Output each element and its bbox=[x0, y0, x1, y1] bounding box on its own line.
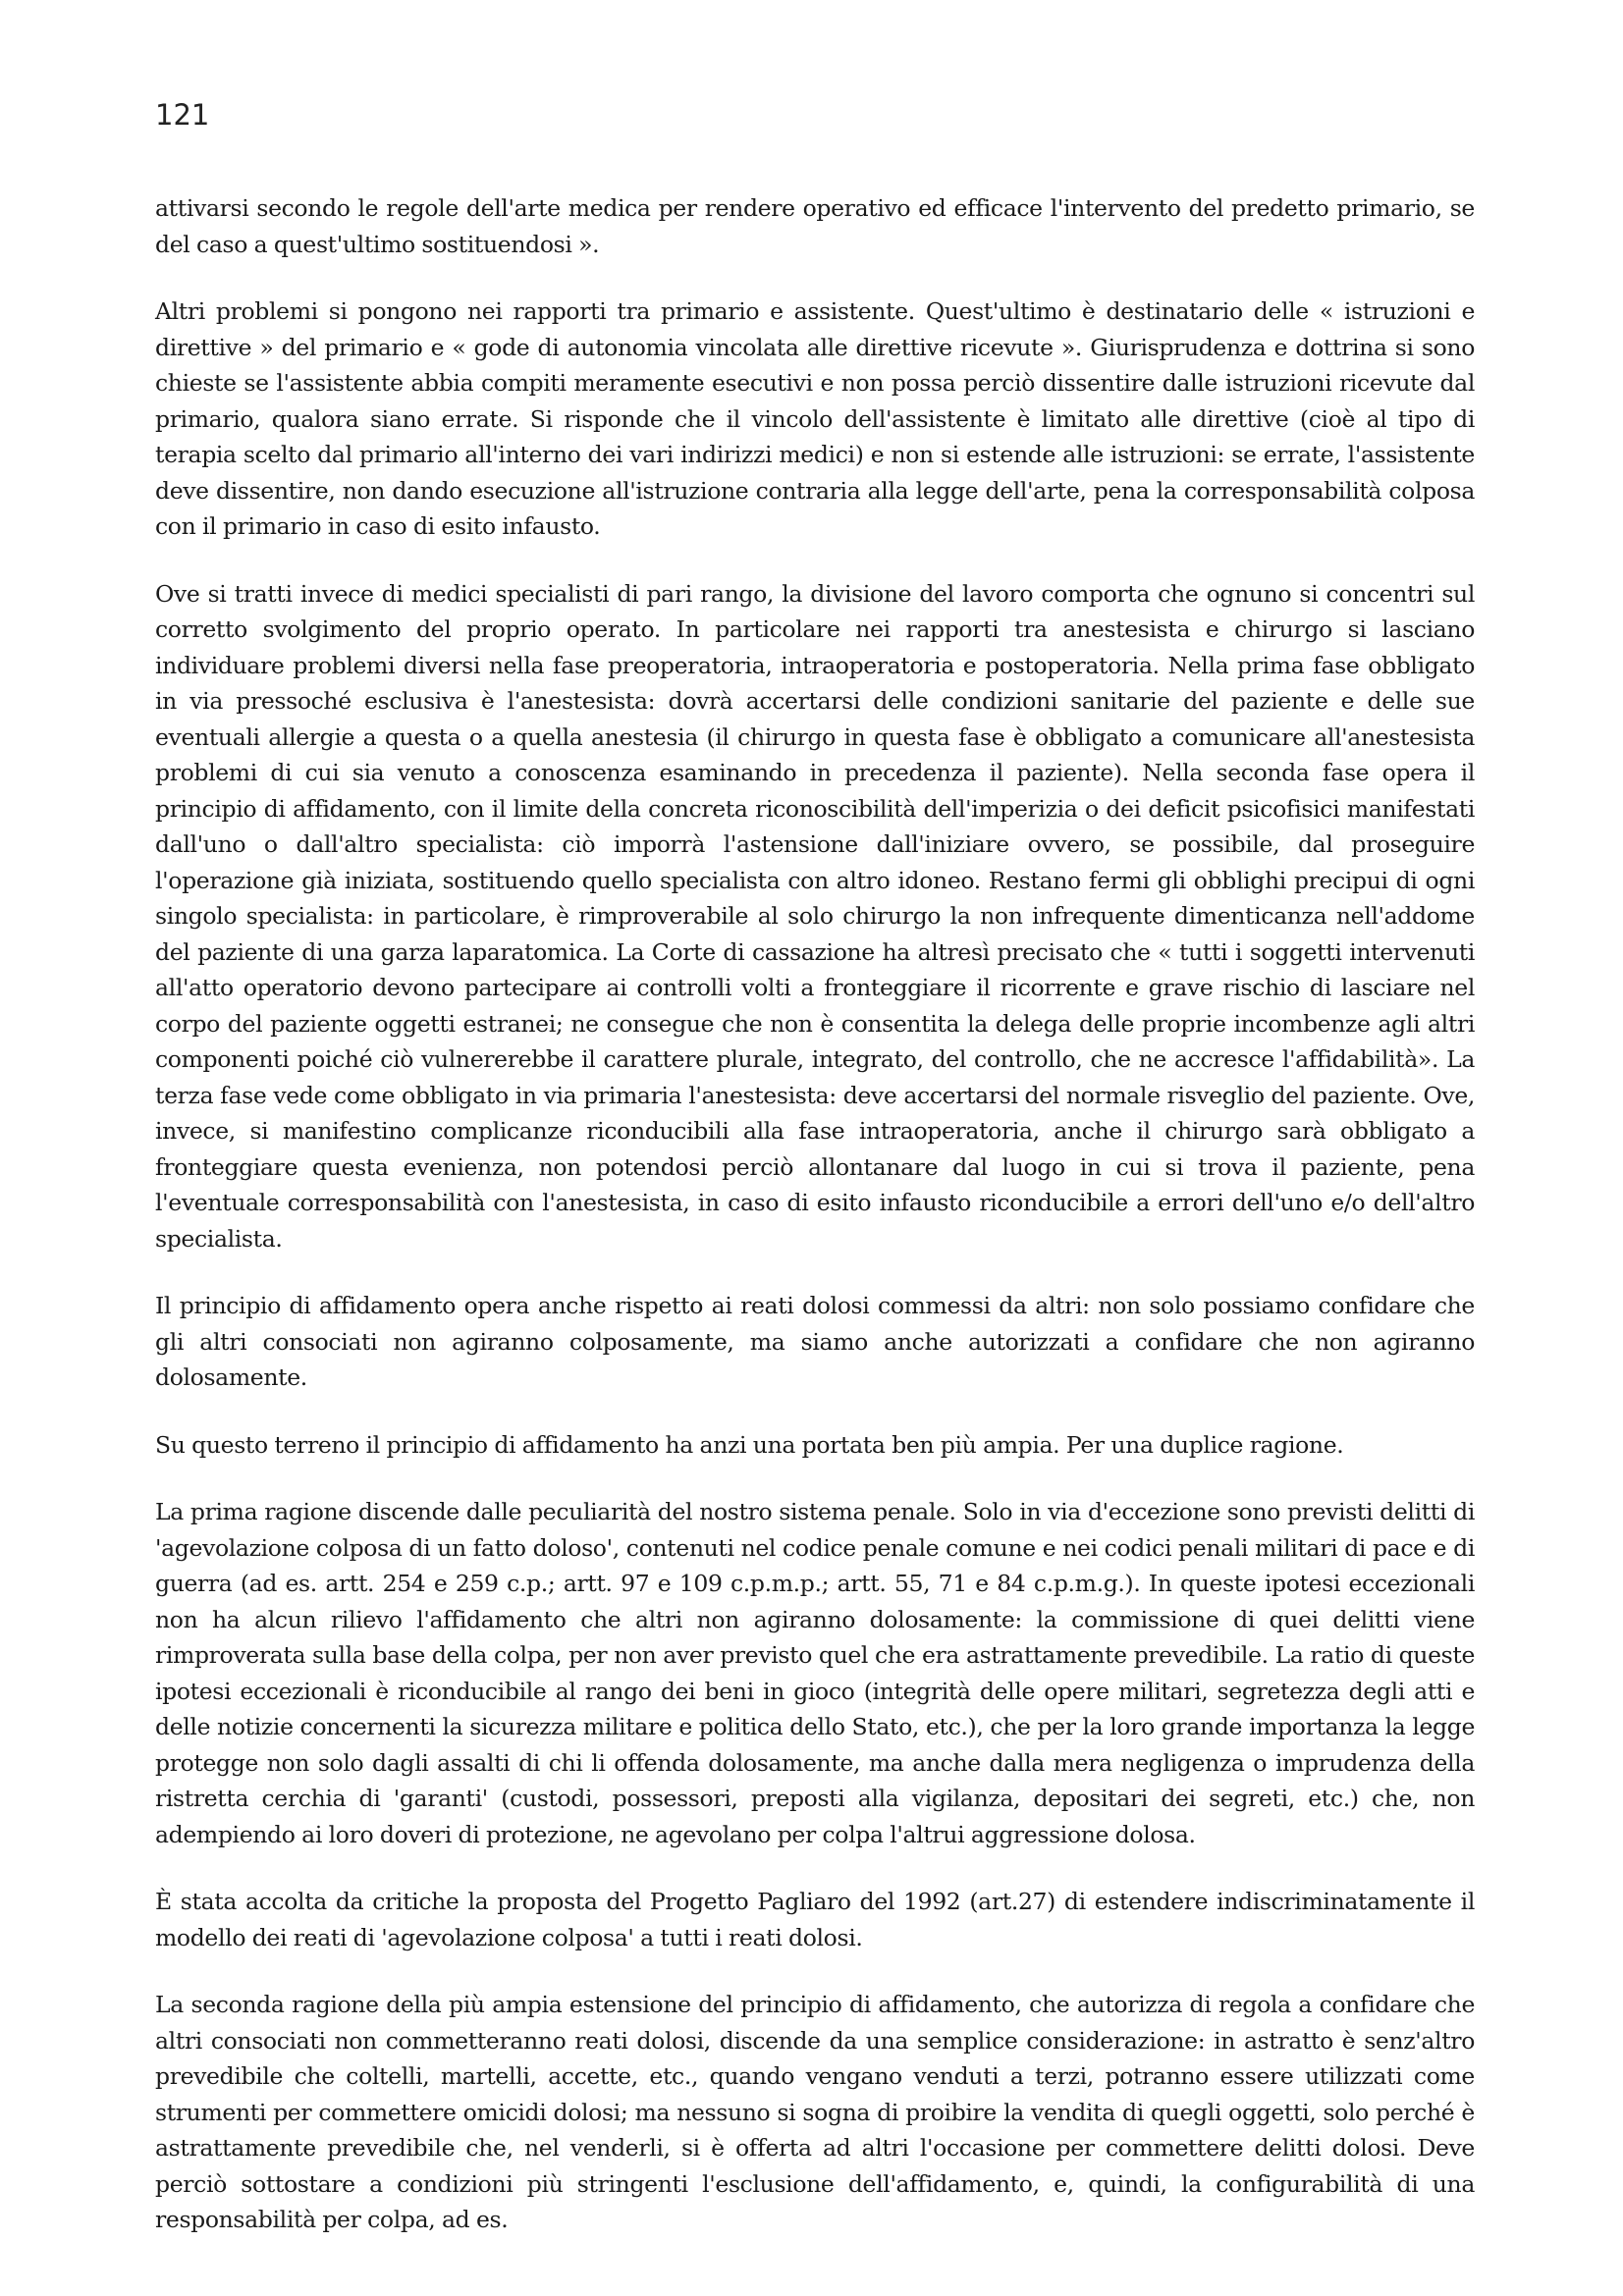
paragraph-7: È stata accolta da critiche la proposta del Progetto Pagliaro del 1992 (art.27) di estendere indiscriminatamente il modello dei reati di 'agevolazione colposa' a tutti i reati dolosi. bbox=[155, 1888, 1475, 1951]
page-body bbox=[155, 190, 1475, 2269]
paragraph-1: attivarsi secondo le regole dell'arte medica per rendere operativo ed efficace l'intervento del predetto primario, se del caso a quest'ultimo sostituendosi ». bbox=[155, 194, 1475, 258]
paragraph-4: Il principio di affidamento opera anche rispetto ai reati dolosi commessi da altri: non solo possiamo confidare che gli altri consociati non agiranno colposamente, ma siamo anche autorizzati a confidare che non agiranno dolosamente. bbox=[155, 1292, 1475, 1391]
paragraph-6: La prima ragione discende dalle peculiarità del nostro sistema penale. Solo in via d'eccezione sono previsti delitti di 'agevolazione colposa di un fatto doloso', contenuti nel codice penale comune e nei codici penali militari di pace e di guerra (ad es. artt. 254 e 259 c.p.; artt. 97 e 109 c.p.m.p.; artt. 55, 71 e 84 c.p.m.g.). In queste ipotesi eccezionali non ha alcun rilievo l'affidamento che altri non agiranno dolosamente: la commissione di quei delitti viene rimproverata sulla base della colpa, per non aver previsto quel che era astrattamente prevedibile. La ratio di queste ipotesi eccezionali è riconducibile al rango dei beni in gioco (integrità delle opere militari, segretezza degli atti e delle notizie concernenti la sicurezza militare e politica dello Stato, etc.), che per la loro grande importanza la legge protegge non solo dagli assalti di chi li offenda dolosamente, ma anche dalla mera negligenza o imprudenza della ristretta cerchia di 'garanti' (custodi, possessori, preposti alla vigilanza, depositari dei segreti, etc.) che, non adempiendo ai loro doveri di protezione, ne agevolano per colpa l'altrui aggressione dolosa. bbox=[155, 1498, 1475, 1848]
page-number: 121 bbox=[155, 98, 210, 132]
paragraph-8: La seconda ragione della più ampia estensione del principio di affidamento, che autorizza di regola a confidare che altri consociati non commetteranno reati dolosi, discende da una semplice considerazione: in astratto è senz'altro prevedibile che coltelli, martelli, accette, etc., quando vengano venduti a terzi, potranno essere utilizzati come strumenti per commettere omicidi dolosi; ma nessuno si sogna di proibire la vendita di quegli oggetti, solo perché è astrattamente prevedibile che, nel venderli, si è offerta ad altri l'occasione per commettere delitti dolosi. Deve perciò sottostare a condizioni più stringenti l'esclusione dell'affidamento, e, quindi, la configurabilità di una responsabilità per colpa, ad es. bbox=[155, 1991, 1475, 2233]
paragraph-5: Su questo terreno il principio di affidamento ha anzi una portata ben più ampia. Per una duplice ragione. bbox=[155, 1430, 1344, 1459]
paragraph-2: Altri problemi si pongono nei rapporti tra primario e assistente. Quest'ultimo è destinatario delle « istruzioni e direttive » del primario e « gode di autonomia vincolata alle direttive ricevute ». Giurisprudenza e dottrina si sono chieste se l'assistente abbia compiti meramente esecutivi e non possa perciò dissentire dalle istruzioni ricevute dal primario, qualora siano errate. Si risponde che il vincolo dell'assistente è limitato alle direttive (cioè al tipo di terapia scelto dal primario all'interno dei vari indirizzi medici) e non si estende alle istruzioni: se errate, l'assistente deve dissentire, non dando esecuzione all'istruzione contraria alla legge dell'arte, pena la corresponsabilità colposa con il primario in caso di esito infausto. bbox=[155, 297, 1475, 540]
paragraph-3: Ove si tratti invece di medici specialisti di pari rango, la divisione del lavoro comporta che ognuno si concentri sul corretto svolgimento del proprio operato. In particolare nei rapporti tra anestesista e chirurgo si lasciano individuare problemi diversi nella fase preoperatoria, intraoperatoria e postoperatoria. Nella prima fase obbligato in via pressoché esclusiva è l'anestesista: dovrà accertarsi delle condizioni sanitarie del paziente e delle sue eventuali allergie a questa o a quella anestesia (il chirurgo in questa fase è obbligato a comunicare all'anestesista problemi di cui sia venuto a conoscenza esaminando in precedenza il paziente). Nella seconda fase opera il principio di affidamento, con il limite della concreta riconoscibilità dell'imperizia o dei deficit psicofisici manifestati dall'uno o dall'altro specialista: ciò imporrà l'astensione dall'iniziare ovvero, se possibile, dal proseguire l'operazione già iniziata, sostituendo quello specialista con altro idoneo. Restano fermi gli obblighi precipui di ogni singolo specialista: in particolare, è rimproverabile al solo chirurgo la non infrequente dimenticanza nell'addome del paziente di una garza laparatomica. La Corte di cassazione ha altresì precisato che « tutti i soggetti intervenuti all'atto operatorio devono partecipare ai controlli volti a fronteggiare il ricorrente e grave rischio di lasciare nel corpo del paziente oggetti estranei; ne consegue che non è consentita la delega delle proprie incombenze agli altri componenti poiché ciò vulnererebbe il carattere plurale, integrato, del controllo, che ne accresce l'affidabilità». La terza fase vede come obbligato in via primaria l'anestesista: deve accertarsi del normale risveglio del paziente. Ove, invece, si manifestino complicanze riconducibili alla fase intraoperatoria, anche il chirurgo sarà obbligato a fronteggiare questa evenienza, non potendosi perciò allontanare dal luogo in cui si trova il paziente, pena l'eventuale corresponsabilità con l'anestesista, in caso di esito infausto riconducibile a errori dell'uno e/o dell'altro specialista. bbox=[155, 579, 1475, 1253]
